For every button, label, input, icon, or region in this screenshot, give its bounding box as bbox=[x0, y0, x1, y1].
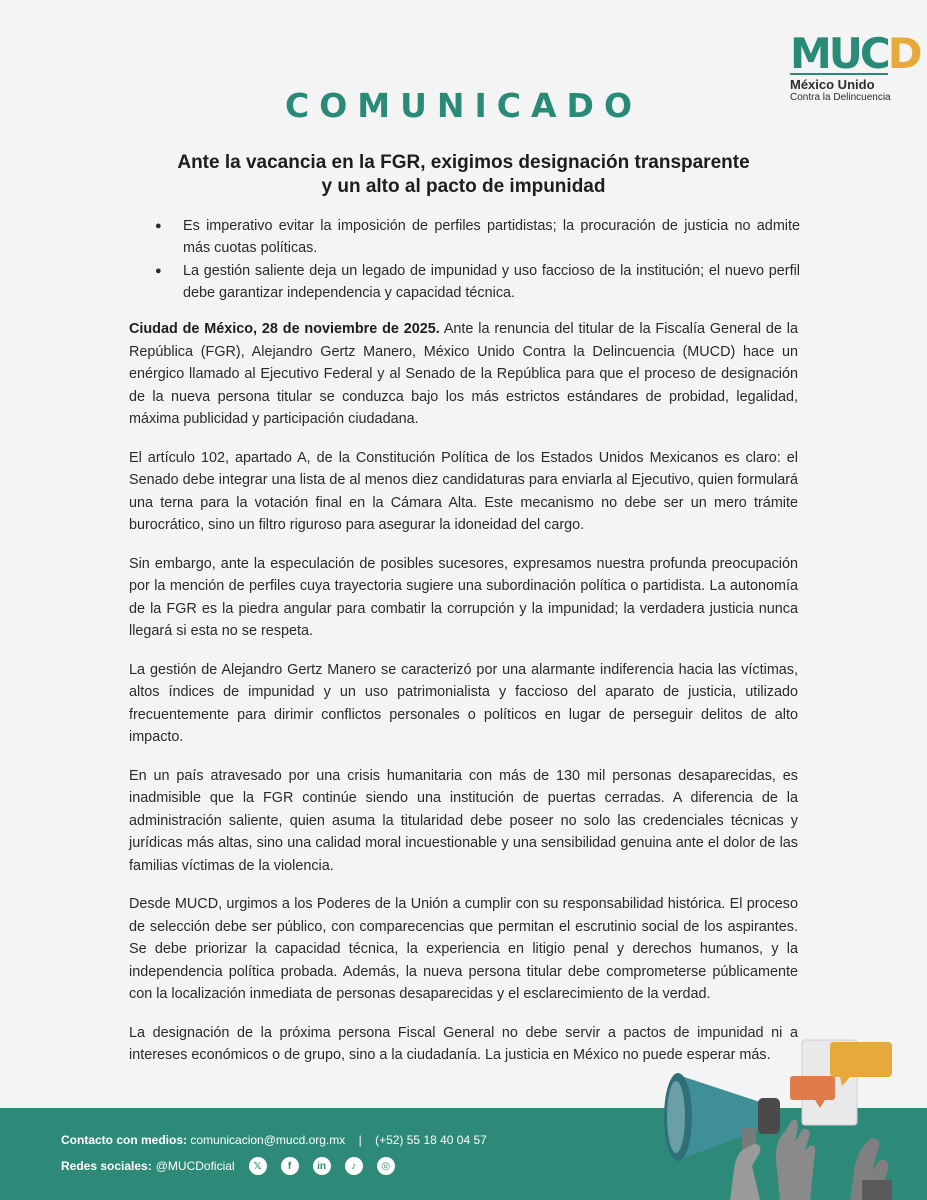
key-point: ● La gestión saliente deja un legado de impunidad y uso faccioso de la institución; el nuevo perfil debe garantizar independencia y capacidad técnica. bbox=[150, 260, 800, 304]
paragraph: Sin embargo, ante la especulación de posibles sucesores, expresamos nuestra profunda preocupación por la mención de perfiles cuya trayectoria sugiere una subordinación política o partidista. La autonomía de la FGR es la piedra angular para combatir la corrupción y la impunidad; la verdadera justicia nunca llegará si esta no se respeta. bbox=[129, 555, 798, 639]
key-point: ● Es imperativo evitar la imposición de perfiles partidistas; la procuración de justicia no admite más cuotas políticas. bbox=[150, 215, 800, 259]
social-handle[interactable]: @MUCDoficial bbox=[155, 1159, 235, 1173]
social-label: Redes sociales: bbox=[61, 1159, 152, 1173]
headline-line-1: Ante la vacancia en la FGR, exigimos designación transparente bbox=[177, 152, 750, 173]
paragraph: Ciudad de México, 28 de noviembre de 2025. Ante la renuncia del titular de la Fiscalía General de la República (FGR), Alejandro Gertz Manero, México Unido Contra la Delincuencia (MUCD) hace un enérgico llamado al Ejecutivo Federal y al Senado de la República para que el proceso de designación de la nueva persona titular se conduzca bajo los más estrictos estándares de probidad, legalidad, máxima publicidad y participación ciudadana. bbox=[129, 321, 798, 427]
logo-name: México Unido bbox=[790, 77, 875, 92]
facebook-icon[interactable]: f bbox=[281, 1157, 299, 1175]
instagram-icon[interactable]: ◎ bbox=[377, 1157, 395, 1175]
megaphone-icon bbox=[664, 1073, 780, 1161]
media-contact bbox=[61, 1133, 487, 1147]
dateline: Ciudad de México, 28 de noviembre de 2025. bbox=[129, 321, 440, 337]
speech-bubble-yellow bbox=[830, 1042, 892, 1077]
social-links bbox=[61, 1155, 395, 1177]
contact-separator: | bbox=[358, 1133, 362, 1147]
key-points-list bbox=[150, 215, 800, 305]
tiktok-icon[interactable]: ♪ bbox=[345, 1157, 363, 1175]
logo-mark: MUCD bbox=[790, 29, 920, 78]
paragraph: Desde MUCD, urgimos a los Poderes de la Unión a cumplir con su responsabilidad histórica. El proceso de selección debe ser público, con comparecencias que permitan el escrutinio social de los aspirantes. Se debe priorizar la capacidad técnica, la experiencia en litigio penal y derechos humanos, y la independencia política probada. Además, la nueva persona titular debe comprometerse públicamente con la localización inmediata de personas desaparecidas y el esclarecimiento de la verdad. bbox=[129, 896, 798, 1002]
page-title: COMUNICADO bbox=[284, 86, 642, 125]
paragraph: La gestión de Alejandro Gertz Manero se caracterizó por una alarmante indiferencia hacia las víctimas, altos índices de impunidad y un uso patrimonialista y faccioso del aparato de justicia, utilizado frecuentemente para dirimir conflictos personales o políticos en lugar de perseguir delitos de alto impacto. bbox=[129, 661, 798, 745]
x-icon[interactable]: 𝕏 bbox=[249, 1157, 267, 1175]
contact-phone[interactable]: (+52) 55 18 40 04 57 bbox=[375, 1133, 487, 1147]
speech-bubble-orange bbox=[790, 1076, 835, 1100]
contact-label: Contacto con medios: bbox=[61, 1133, 188, 1147]
paragraph: El artículo 102, apartado A, de la Constitución Política de los Estados Unidos Mexicanos es claro: el Senado debe integrar una lista de al menos diez candidaturas para enviarla al Ejecutivo, quien formulará una terna para la votación final en la Cámara Alta. Este mecanismo no debe ser un mero trámite burocrático, sino un filtro riguroso para asegurar la idoneidad del cargo. bbox=[129, 449, 798, 533]
press-release-body bbox=[129, 318, 798, 1083]
headline bbox=[150, 151, 777, 199]
linkedin-icon[interactable]: in bbox=[313, 1157, 331, 1175]
headline-line-2: y un alto al pacto de impunidad bbox=[321, 176, 606, 197]
paragraph: En un país atravesado por una crisis humanitaria con más de 130 mil personas desaparecidas, es inadmisible que la FGR continúe siendo una institución de puertas cerradas. A diferencia de la administración saliente, quien asuma la titularidad debe poseer no solo las credenciales técnicas y jurídicas más altas, sino una calidad moral incuestionable y una sensibilidad genuina ante el dolor de las familias víctimas de la violencia. bbox=[129, 767, 798, 874]
megaphone-illustration bbox=[650, 1020, 920, 1200]
paragraph: La designación de la próxima persona Fiscal General no debe servir a pactos de impunidad ni a intereses económicos o de grupo, sino a la ciudadanía. La justicia en México no puede esperar más. bbox=[129, 1024, 798, 1063]
logo-tagline: Contra la Delincuencia bbox=[790, 92, 891, 103]
contact-email[interactable]: comunicacion@mucd.org.mx bbox=[190, 1133, 346, 1147]
